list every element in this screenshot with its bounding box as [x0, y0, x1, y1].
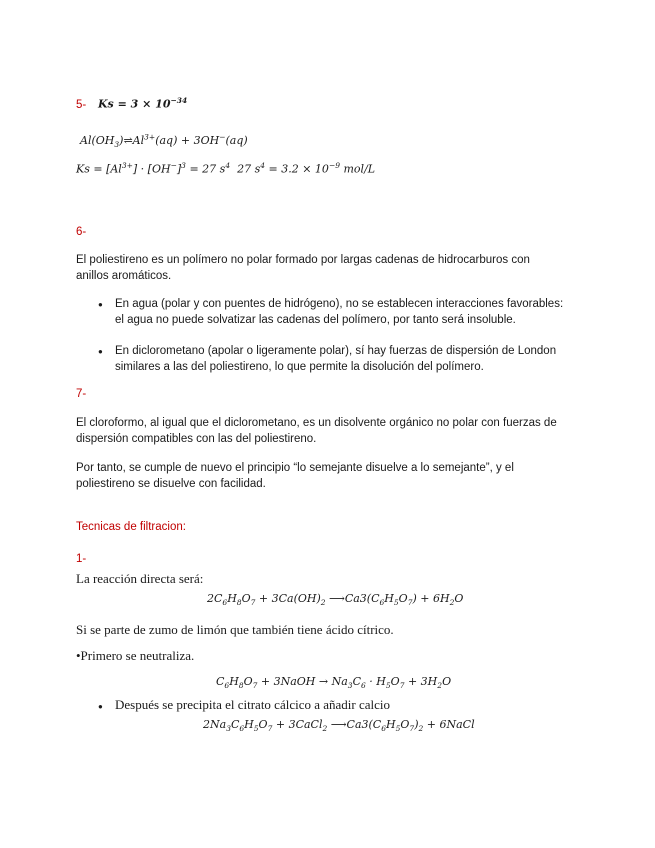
filtration-number: 1-: [76, 553, 87, 565]
reaction-equation: $Al(OH_3)\rightleftharpoons Al^{3+}(aq) + 3OH^-(aq)$: [80, 132, 248, 149]
equation-1: $2C_6H_8O_7 + 3Ca(OH)_2$ $⟶Ca3(C_6H_5O_7) + 6H_2O$: [207, 592, 464, 608]
q6-intro-line-1: El poliestireno es un polímero no polar formado por largas cadenas de hidrocarburos con: [76, 254, 530, 266]
q6-intro-line-2: anillos aromáticos.: [76, 270, 172, 282]
q7-para-2-line-1: Por tanto, se cumple de nuevo el principio “lo semejante disuelve a lo semejante”, y el: [76, 462, 514, 474]
ks-exponent: −34: [170, 96, 188, 105]
q5-reaction: [80, 132, 248, 149]
q7-para-2-line-2: poliestireno se disuelve con facilidad.: [76, 478, 266, 490]
bullet-icon: ●: [98, 347, 103, 356]
bullet-icon: ●: [98, 300, 103, 309]
equation-2: $C_6H_8O_7$ + 3NaOH → $Na_3C_6 \cdot H_5O_7 + 3H_2O$: [216, 675, 452, 691]
filtration-heading: Tecnicas de filtracion:: [76, 521, 186, 533]
q6-number: 6-: [76, 226, 87, 238]
q7-para-1-line-1: El cloroformo, al igual que el diclorometano, es un disolvente orgánico no polar con fuerzas de: [76, 417, 557, 429]
bullet-icon: ●: [98, 702, 103, 711]
filtration-line-3: •Primero se neutraliza.: [76, 648, 195, 663]
q7-number: 7-: [76, 388, 87, 400]
ks-base: Ks = 3 × 10: [98, 97, 171, 111]
q6-bullet-1-line-1: En agua (polar y con puentes de hidrógeno), no se establecen interacciones favorables:: [115, 298, 564, 310]
filtration-line-2: Si se parte de zumo de limón que también tiene ácido cítrico.: [76, 622, 394, 637]
q5-ks-value: [98, 96, 187, 111]
q6-bullet-1-line-2: el agua no puede solvatizar las cadenas del polímero, por tanto será insoluble.: [115, 314, 516, 326]
q6-bullet-2-line-2: similares a las del poliestireno, lo que permite la disolución del polímero.: [115, 361, 484, 373]
filtration-line-4: Después se precipita el citrato cálcico a añadir calcio: [115, 697, 391, 712]
q5-ks-expression: $Ks = [Al^{3+}] \cdot [OH^-]^3 = 27$ $s^4$ 27 $s^4 = 3.2 \times 10^{-9}$ mol/L: [76, 161, 376, 176]
q5-number: 5-: [76, 99, 87, 111]
q7-para-1-line-2: dispersión compatibles con las del poliestireno.: [76, 433, 317, 445]
q6-bullet-2-line-1: En diclorometano (apolar o ligeramente polar), sí hay fuerzas de dispersión de London: [115, 345, 557, 357]
equation-3: $2Na_3C_6H_5O_7$ + 3CaCl$_2$ $⟶Ca3(C_6H_5O_7)_2$ + 6NaCl: [203, 718, 475, 734]
filtration-line-1: La reacción directa será:: [76, 571, 204, 586]
